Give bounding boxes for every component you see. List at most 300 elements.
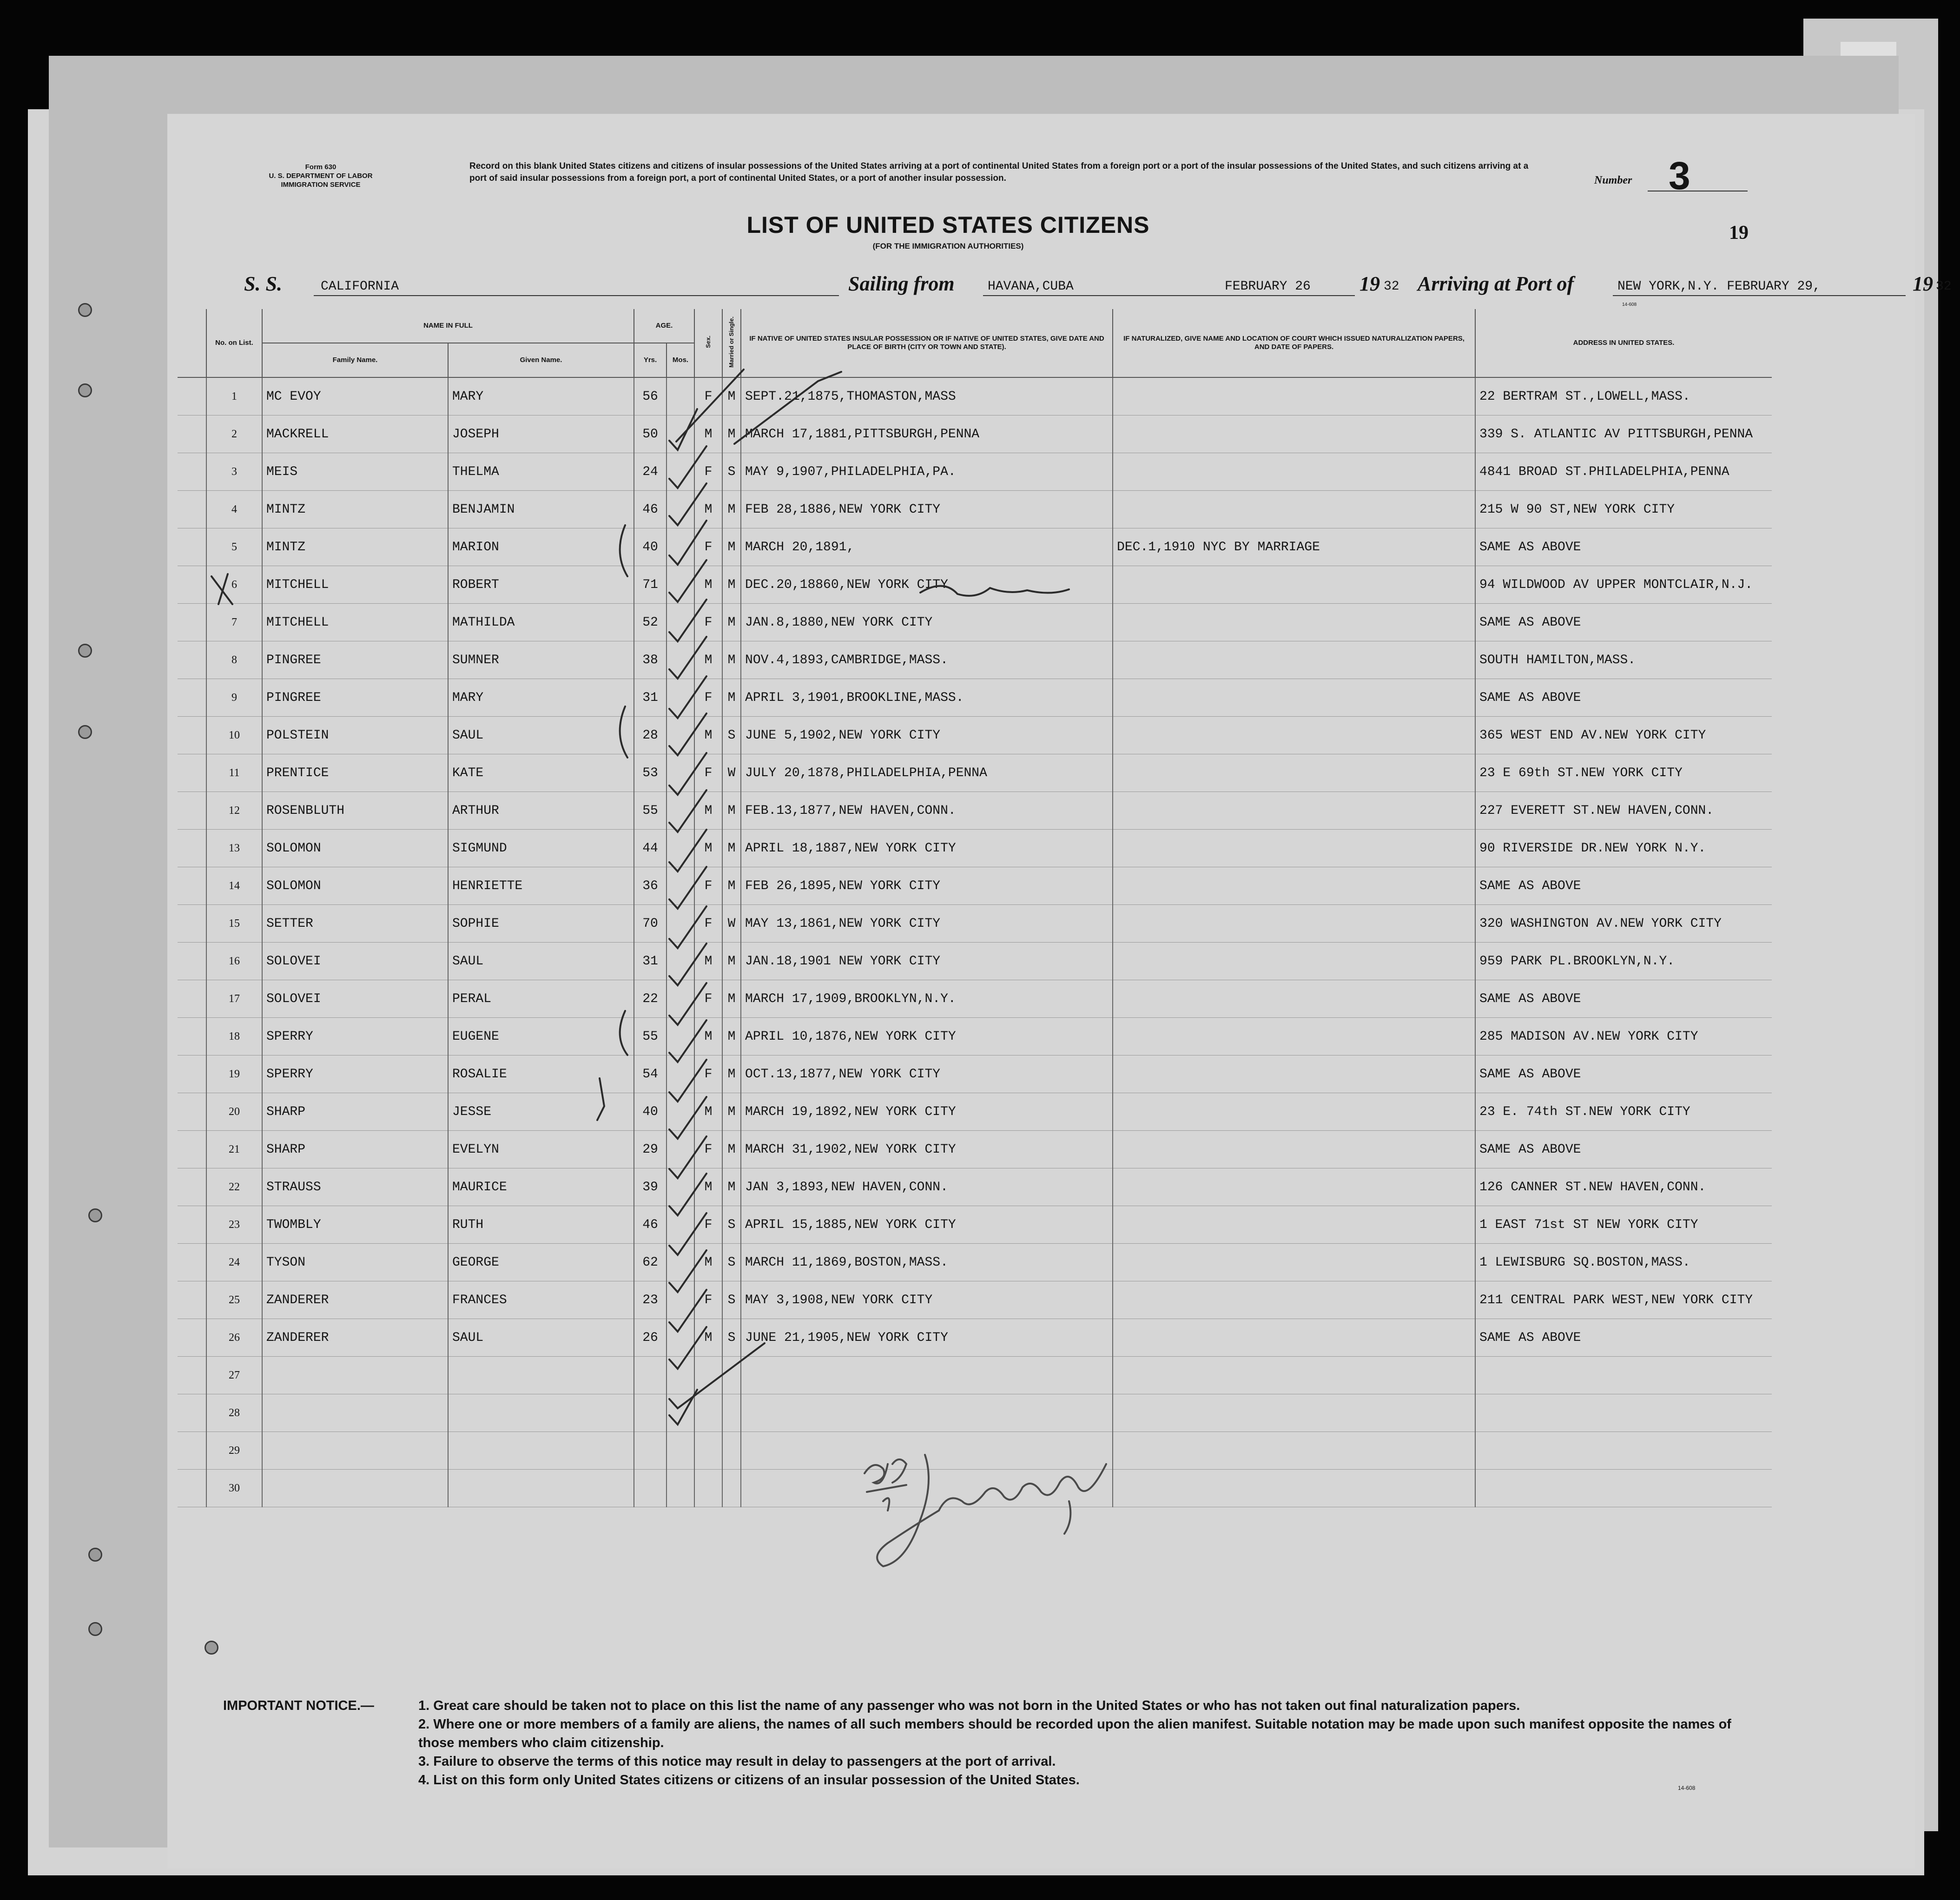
age-months: [667, 867, 694, 905]
naturalized-header: IF NATURALIZED, GIVE NAME AND LOCATION OF COURT WHICH ISSUED NATURALIZATION PAPERS, AND DATE OF PAPERS.: [1113, 309, 1475, 377]
birth-date-place: MARCH 31,1902,NEW YORK CITY: [741, 1131, 1113, 1168]
age-months: [667, 1206, 694, 1244]
arrival-underline: [1613, 295, 1906, 296]
family-name-header: Family Name.: [262, 343, 448, 377]
us-address: SAME AS ABOVE: [1475, 679, 1772, 717]
given-name: SIGMUND: [448, 830, 634, 867]
age-years: 54: [634, 1056, 667, 1093]
given-name: ROSALIE: [448, 1056, 634, 1093]
age-years: 70: [634, 905, 667, 943]
row-number: 18: [206, 1018, 262, 1056]
sex: F: [694, 1131, 722, 1168]
months-header: Mos.: [667, 343, 694, 377]
birth-date-place: APRIL 15,1885,NEW YORK CITY: [741, 1206, 1113, 1244]
table-row: [178, 566, 1772, 604]
given-name: SUMNER: [448, 641, 634, 679]
us-address: 339 S. ATLANTIC AV PITTSBURGH,PENNA: [1475, 416, 1772, 453]
family-name: MACKRELL: [262, 416, 448, 453]
marital-status: S: [722, 453, 741, 491]
age-years: 62: [634, 1244, 667, 1281]
birth-date-place: JAN 3,1893,NEW HAVEN,CONN.: [741, 1168, 1113, 1206]
us-address: [1475, 1394, 1772, 1432]
sex: F: [694, 1056, 722, 1093]
list-number: 3: [1669, 154, 1690, 198]
departure-port: HAVANA,CUBA: [988, 279, 1074, 294]
sex: [694, 1470, 722, 1507]
given-name: THELMA: [448, 453, 634, 491]
us-address: 320 WASHINGTON AV.NEW YORK CITY: [1475, 905, 1772, 943]
service-name: IMMIGRATION SERVICE: [281, 181, 361, 189]
marital-status: W: [722, 905, 741, 943]
passenger-table: [178, 309, 1772, 1507]
ss-label: S. S.: [244, 272, 282, 295]
age-years: 46: [634, 491, 667, 528]
us-address: 4841 BROAD ST.PHILADELPHIA,PENNA: [1475, 453, 1772, 491]
sex: M: [694, 717, 722, 754]
marital-status: M: [722, 943, 741, 980]
sex: M: [694, 566, 722, 604]
row-mark: [178, 980, 206, 1018]
given-name: MARION: [448, 528, 634, 566]
marital-status: M: [722, 641, 741, 679]
row-mark: [178, 528, 206, 566]
row-number: 20: [206, 1093, 262, 1131]
row-number: 22: [206, 1168, 262, 1206]
age-years: 46: [634, 1206, 667, 1244]
marital-status: S: [722, 1281, 741, 1319]
naturalization: [1113, 1319, 1475, 1357]
marital-status: M: [722, 1131, 741, 1168]
us-address: [1475, 1432, 1772, 1470]
marital-status: S: [722, 1319, 741, 1357]
us-address: SAME AS ABOVE: [1475, 1056, 1772, 1093]
sex: M: [694, 1168, 722, 1206]
given-name: ARTHUR: [448, 792, 634, 830]
us-address: SAME AS ABOVE: [1475, 604, 1772, 641]
row-mark: [178, 1319, 206, 1357]
name-in-full-header: NAME IN FULL: [262, 309, 634, 343]
family-name: SPERRY: [262, 1018, 448, 1056]
birth-date-place: JUNE 21,1905,NEW YORK CITY: [741, 1319, 1113, 1357]
table-row: [178, 641, 1772, 679]
naturalization: [1113, 1470, 1475, 1507]
row-number: 30: [206, 1470, 262, 1507]
given-name: [448, 1432, 634, 1470]
birth-date-place: APRIL 10,1876,NEW YORK CITY: [741, 1018, 1113, 1056]
row-mark: [178, 604, 206, 641]
sex-header-text: Sex.: [705, 336, 712, 348]
family-name: SETTER: [262, 905, 448, 943]
us-address: 227 EVERETT ST.NEW HAVEN,CONN.: [1475, 792, 1772, 830]
birth-date-place: MAY 13,1861,NEW YORK CITY: [741, 905, 1113, 943]
row-number: 17: [206, 980, 262, 1018]
age-years: [634, 1432, 667, 1470]
table-row: [178, 1018, 1772, 1056]
family-name: MINTZ: [262, 528, 448, 566]
row-mark: [178, 679, 206, 717]
notice-item-1: 1. Great care should be taken not to place on this list the name of any passenger who was not born in the United States or who has not taken out final naturalization papers.: [418, 1698, 1520, 1713]
row-number: 2: [206, 416, 262, 453]
row-number: 6: [206, 566, 262, 604]
table-row: [178, 377, 1772, 416]
sailing-from-label: Sailing from: [848, 272, 955, 295]
birth-date-place: MAY 9,1907,PHILADELPHIA,PA.: [741, 453, 1113, 491]
age-years: 23: [634, 1281, 667, 1319]
row-number: 12: [206, 792, 262, 830]
row-mark: [178, 1018, 206, 1056]
marital-status: M: [722, 1056, 741, 1093]
row-number: 3: [206, 453, 262, 491]
printer-code: 14-608: [1622, 302, 1637, 307]
row-number: 21: [206, 1131, 262, 1168]
row-number: 11: [206, 754, 262, 792]
arrival-year-prefix: 19: [1913, 272, 1933, 295]
age-years: [634, 1394, 667, 1432]
given-name: ROBERT: [448, 566, 634, 604]
row-mark: [178, 867, 206, 905]
birth-date-place: SEPT.21,1875,THOMASTON,MASS: [741, 377, 1113, 416]
table-row: [178, 1394, 1772, 1432]
given-name: BENJAMIN: [448, 491, 634, 528]
family-name: PRENTICE: [262, 754, 448, 792]
row-mark: [178, 830, 206, 867]
us-address: 211 CENTRAL PARK WEST,NEW YORK CITY: [1475, 1281, 1772, 1319]
family-name: SOLOVEI: [262, 980, 448, 1018]
table-row: [178, 1168, 1772, 1206]
birth-date-place: MARCH 17,1881,PITTSBURGH,PENNA: [741, 416, 1113, 453]
naturalization: [1113, 604, 1475, 641]
marital-status: M: [722, 792, 741, 830]
marital-status: S: [722, 717, 741, 754]
row-number: 29: [206, 1432, 262, 1470]
age-months: [667, 377, 694, 416]
age-years: 44: [634, 830, 667, 867]
sex: [694, 1432, 722, 1470]
row-mark: [178, 1206, 206, 1244]
sex: F: [694, 528, 722, 566]
age-months: [667, 1394, 694, 1432]
sex: F: [694, 905, 722, 943]
birth-date-place: MARCH 20,1891,: [741, 528, 1113, 566]
age-years: 31: [634, 943, 667, 980]
form-identifier: [242, 163, 400, 189]
arriving-label: Arriving at Port of: [1418, 272, 1574, 295]
age-years: 39: [634, 1168, 667, 1206]
naturalization: [1113, 1206, 1475, 1244]
family-name: SOLOVEI: [262, 943, 448, 980]
naturalization: [1113, 1281, 1475, 1319]
birth-date-place: APRIL 3,1901,BROOKLINE,MASS.: [741, 679, 1113, 717]
family-name: SHARP: [262, 1093, 448, 1131]
marital-status: M: [722, 867, 741, 905]
family-name: MITCHELL: [262, 604, 448, 641]
table-row: [178, 943, 1772, 980]
family-name: ROSENBLUTH: [262, 792, 448, 830]
birth-date-place: OCT.13,1877,NEW YORK CITY: [741, 1056, 1113, 1093]
marital-status: M: [722, 491, 741, 528]
row-number: 26: [206, 1319, 262, 1357]
row-mark: [178, 792, 206, 830]
birth-date-place: MARCH 17,1909,BROOKLYN,N.Y.: [741, 980, 1113, 1018]
naturalization: [1113, 867, 1475, 905]
marital-status: M: [722, 416, 741, 453]
given-name: RUTH: [448, 1206, 634, 1244]
naturalization: [1113, 1131, 1475, 1168]
marital-status: S: [722, 1206, 741, 1244]
us-address: 285 MADISON AV.NEW YORK CITY: [1475, 1018, 1772, 1056]
naturalization: [1113, 830, 1475, 867]
table-row: [178, 1319, 1772, 1357]
row-mark: [178, 1093, 206, 1131]
punch-hole: [88, 1548, 102, 1562]
given-name: MATHILDA: [448, 604, 634, 641]
given-name: SOPHIE: [448, 905, 634, 943]
row-mark: [178, 377, 206, 416]
table-row: [178, 905, 1772, 943]
us-address: 90 RIVERSIDE DR.NEW YORK N.Y.: [1475, 830, 1772, 867]
notice-item-2: 2. Where one or more members of a family are aliens, the names of all such members should be recorded upon the alien manifest. Suitable notation may be made upon such manifest opposite the names of those members who claim citizenship.: [418, 1717, 1731, 1750]
punch-hole: [88, 1622, 102, 1636]
table-row: [178, 604, 1772, 641]
marital-status: M: [722, 604, 741, 641]
sex: F: [694, 754, 722, 792]
marital-status: M: [722, 528, 741, 566]
sex: M: [694, 1018, 722, 1056]
given-name: JESSE: [448, 1093, 634, 1131]
given-name: MAURICE: [448, 1168, 634, 1206]
punch-hole: [78, 725, 92, 739]
row-mark: [178, 491, 206, 528]
married-header-text: Married or Single.: [728, 316, 735, 368]
age-months: [667, 416, 694, 453]
birth-date-place: NOV.4,1893,CAMBRIDGE,MASS.: [741, 641, 1113, 679]
arrival-port: NEW YORK,N.Y. FEBRUARY 29,: [1617, 279, 1821, 294]
family-name: STRAUSS: [262, 1168, 448, 1206]
row-mark: [178, 641, 206, 679]
naturalization: [1113, 1093, 1475, 1131]
age-years: 26: [634, 1319, 667, 1357]
row-mark: [178, 1168, 206, 1206]
naturalization: [1113, 754, 1475, 792]
given-name: SAUL: [448, 943, 634, 980]
row-mark: [178, 1394, 206, 1432]
age-months: [667, 566, 694, 604]
birth-date-place: FEB 28,1886,NEW YORK CITY: [741, 491, 1113, 528]
row-mark: [178, 1432, 206, 1470]
given-name: SAUL: [448, 717, 634, 754]
birth-date-place: [741, 1357, 1113, 1394]
sex: F: [694, 980, 722, 1018]
table-row: [178, 1244, 1772, 1281]
family-name: MINTZ: [262, 491, 448, 528]
age-years: 71: [634, 566, 667, 604]
birth-date-place: DEC.20,18860,NEW YORK CITY: [741, 566, 1113, 604]
age-months: [667, 1093, 694, 1131]
naturalization: [1113, 905, 1475, 943]
family-name: PINGREE: [262, 679, 448, 717]
age-months: [667, 1131, 694, 1168]
given-name: [448, 1470, 634, 1507]
table-row: [178, 792, 1772, 830]
mark-column-header: [178, 309, 206, 377]
age-years: 55: [634, 792, 667, 830]
footer-code: 14-608: [1678, 1785, 1696, 1791]
row-number: 1: [206, 377, 262, 416]
given-name: [448, 1357, 634, 1394]
age-months: [667, 905, 694, 943]
given-name: GEORGE: [448, 1244, 634, 1281]
family-name: [262, 1394, 448, 1432]
table-row: [178, 830, 1772, 867]
row-mark: [178, 717, 206, 754]
row-number: 28: [206, 1394, 262, 1432]
row-number: 10: [206, 717, 262, 754]
age-years: 31: [634, 679, 667, 717]
sex: M: [694, 830, 722, 867]
us-address: 365 WEST END AV.NEW YORK CITY: [1475, 717, 1772, 754]
us-address: 94 WILDWOOD AV UPPER MONTCLAIR,N.J.: [1475, 566, 1772, 604]
department-name: U. S. DEPARTMENT OF LABOR: [269, 172, 373, 180]
naturalization: [1113, 491, 1475, 528]
us-address: SAME AS ABOVE: [1475, 1319, 1772, 1357]
row-mark: [178, 1244, 206, 1281]
us-address: SAME AS ABOVE: [1475, 1131, 1772, 1168]
row-mark: [178, 566, 206, 604]
arrival-year: 32: [1936, 279, 1952, 294]
us-address: 1 LEWISBURG SQ.BOSTON,MASS.: [1475, 1244, 1772, 1281]
family-name: TYSON: [262, 1244, 448, 1281]
age-years: [634, 1357, 667, 1394]
age-years: 52: [634, 604, 667, 641]
age-months: [667, 1281, 694, 1319]
marital-status: M: [722, 377, 741, 416]
age-months: [667, 528, 694, 566]
inspector-signature: [855, 1436, 1125, 1576]
age-months: [667, 1432, 694, 1470]
row-number: 4: [206, 491, 262, 528]
given-name: MARY: [448, 377, 634, 416]
given-name: SAUL: [448, 1319, 634, 1357]
port-underline: [983, 295, 1220, 296]
sex: F: [694, 1206, 722, 1244]
age-months: [667, 1244, 694, 1281]
row-number: 24: [206, 1244, 262, 1281]
marital-status: M: [722, 679, 741, 717]
birth-date-place: APRIL 18,1887,NEW YORK CITY: [741, 830, 1113, 867]
family-name: SOLOMON: [262, 830, 448, 867]
age-years: 40: [634, 1093, 667, 1131]
birth-date-place: JAN.8,1880,NEW YORK CITY: [741, 604, 1113, 641]
naturalization: [1113, 416, 1475, 453]
given-name: HENRIETTE: [448, 867, 634, 905]
marital-status: M: [722, 980, 741, 1018]
age-months: [667, 1357, 694, 1394]
us-address: 126 CANNER ST.NEW HAVEN,CONN.: [1475, 1168, 1772, 1206]
years-header: Yrs.: [634, 343, 667, 377]
naturalization: [1113, 1394, 1475, 1432]
punch-hole: [78, 644, 92, 658]
marital-status: [722, 1357, 741, 1394]
us-address: SAME AS ABOVE: [1475, 867, 1772, 905]
table-row: [178, 867, 1772, 905]
birth-date-place: JAN.18,1901 NEW YORK CITY: [741, 943, 1113, 980]
row-mark: [178, 1470, 206, 1507]
birth-date-place: MARCH 11,1869,BOSTON,MASS.: [741, 1244, 1113, 1281]
birth-date-place: JULY 20,1878,PHILADELPHIA,PENNA: [741, 754, 1113, 792]
naturalization: [1113, 717, 1475, 754]
row-mark: [178, 943, 206, 980]
age-months: [667, 641, 694, 679]
departure-date: FEBRUARY 26: [1225, 279, 1311, 294]
age-years: 55: [634, 1018, 667, 1056]
birth-date-place: MARCH 19,1892,NEW YORK CITY: [741, 1093, 1113, 1131]
birth-date-place: [741, 1394, 1113, 1432]
given-name: MARY: [448, 679, 634, 717]
table-row: [178, 1357, 1772, 1394]
naturalization: [1113, 1244, 1475, 1281]
page-title: LIST OF UNITED STATES CITIZENS: [746, 212, 1150, 238]
us-address: 1 EAST 71st ST NEW YORK CITY: [1475, 1206, 1772, 1244]
naturalization: [1113, 453, 1475, 491]
marital-status: S: [722, 1244, 741, 1281]
list-number-header: No. on List.: [206, 309, 262, 377]
family-name: SOLOMON: [262, 867, 448, 905]
marital-status: M: [722, 1093, 741, 1131]
sex-header: [694, 309, 722, 377]
family-name: MC EVOY: [262, 377, 448, 416]
naturalization: [1113, 1432, 1475, 1470]
table-row: [178, 491, 1772, 528]
record-instructions: Record on this blank United States citizens and citizens of insular possessions of the United States arriving at a port of continental United States from a foreign port or a port of the insular possessions of the United States, and such citizens arriving at a port of said insular possessions from a foreign port, a port of continental United States, or a port of another insular possession.: [469, 161, 1529, 183]
age-years: 40: [634, 528, 667, 566]
date-underline: [1220, 295, 1355, 296]
sex: [694, 1394, 722, 1432]
sex: M: [694, 1244, 722, 1281]
given-name: KATE: [448, 754, 634, 792]
age-years: 29: [634, 1131, 667, 1168]
birth-date-place: FEB 26,1895,NEW YORK CITY: [741, 867, 1113, 905]
age-years: 50: [634, 416, 667, 453]
given-name: PERAL: [448, 980, 634, 1018]
marital-status: M: [722, 566, 741, 604]
sex: M: [694, 1093, 722, 1131]
row-mark: [178, 1056, 206, 1093]
birth-date-place: MAY 3,1908,NEW YORK CITY: [741, 1281, 1113, 1319]
naturalization: [1113, 1056, 1475, 1093]
given-name: FRANCES: [448, 1281, 634, 1319]
age-months: [667, 717, 694, 754]
us-address: SOUTH HAMILTON,MASS.: [1475, 641, 1772, 679]
row-number: 25: [206, 1281, 262, 1319]
age-months: [667, 1319, 694, 1357]
row-mark: [178, 416, 206, 453]
family-name: MITCHELL: [262, 566, 448, 604]
given-name: [448, 1394, 634, 1432]
table-row: [178, 754, 1772, 792]
row-number: 14: [206, 867, 262, 905]
row-number: 19: [206, 1056, 262, 1093]
ship-underline: [314, 295, 839, 296]
table-row: [178, 717, 1772, 754]
us-address: SAME AS ABOVE: [1475, 528, 1772, 566]
sex: M: [694, 792, 722, 830]
given-name: EVELYN: [448, 1131, 634, 1168]
us-address: [1475, 1470, 1772, 1507]
family-name: SHARP: [262, 1131, 448, 1168]
sex: M: [694, 1319, 722, 1357]
age-months: [667, 943, 694, 980]
table-row: [178, 1206, 1772, 1244]
